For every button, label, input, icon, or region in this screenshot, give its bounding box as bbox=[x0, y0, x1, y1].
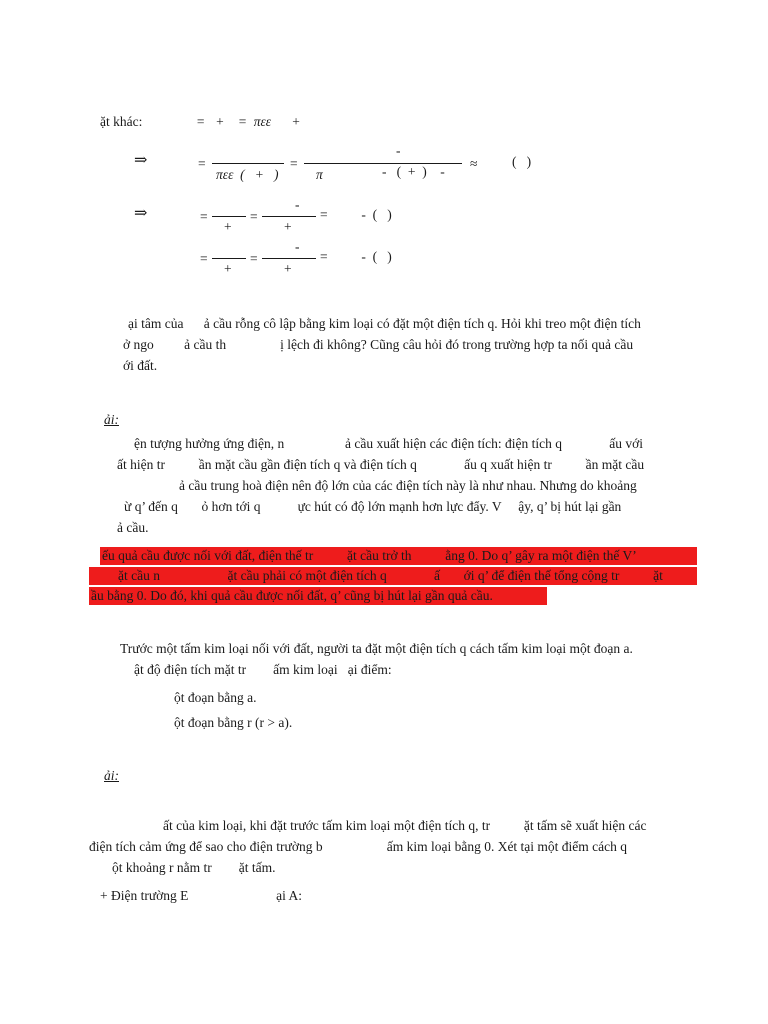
problem2-item2: ột đoạn bằng r (r > a). bbox=[174, 715, 293, 730]
eq1-body: = + = πεε + bbox=[196, 114, 301, 129]
eq4-equals-b: = bbox=[250, 251, 258, 266]
highlight-line: ầu bằng 0. Do đó, khi quả cầu được nối đất, q’ cũng bị hút lại gần quả cầu. bbox=[91, 588, 493, 603]
problem1-line3: ới đất. bbox=[123, 358, 158, 373]
highlight-line: ếu quả cầu được nối với đất, điện thế tr ặt cầu trở th ằng 0. Do q’ gây ra một điện thế V’ bbox=[102, 548, 637, 563]
eq4-denominator-b: + bbox=[284, 261, 292, 276]
eq2-equals-b: = bbox=[290, 156, 298, 171]
eq3-denominator-b: + bbox=[284, 219, 292, 234]
eq4-denominator-a: + bbox=[224, 261, 232, 276]
eq2-approx-sign: ≈ bbox=[470, 156, 478, 171]
solution2-line: ột khoảng r nằm tr ặt tấm. bbox=[112, 860, 276, 875]
solution1-heading: ải: bbox=[104, 412, 119, 427]
eq3-equals-a: = bbox=[200, 209, 208, 224]
solution1-line: ất hiện tr ần mặt cầu gần điện tích q và điện tích q ấu q xuất hiện tr ần mặt cầu bbox=[117, 457, 645, 472]
eq2-denominator-a: πεε ( + ) bbox=[216, 167, 279, 182]
eq2-denominator-c: - ( + ) - bbox=[382, 164, 445, 179]
eq1-lead: ặt khác: bbox=[100, 114, 143, 129]
solution1-line: ện tượng hưởng ứng điện, n ả cầu xuất hiện các điện tích: điện tích q ấu với bbox=[134, 436, 644, 451]
eq3-equals-b: = bbox=[250, 209, 258, 224]
problem1-line1: ại tâm của ả cầu rỗng cô lập bằng kim loại có đặt một điện tích q. Hỏi khi treo một điện tích bbox=[128, 316, 641, 331]
solution1-line: ừ q’ đến q ỏ hơn tới q ực hút có độ lớn mạnh hơn lực đẩy. V ậy, q’ bị hút lại gần bbox=[124, 499, 622, 514]
eq4-tail: = - ( ) bbox=[320, 249, 392, 264]
eq3-tail: = - ( ) bbox=[320, 207, 392, 222]
eq4-numerator-b: - bbox=[295, 239, 300, 254]
eq4-equals-a: = bbox=[200, 251, 208, 266]
eq4-fraction-bar-a bbox=[212, 258, 246, 259]
problem2-item1: ột đoạn bằng a. bbox=[174, 690, 257, 705]
eq2-fraction-bar-a bbox=[212, 163, 284, 164]
eq3-numerator-b: - bbox=[295, 197, 300, 212]
eq3-fraction-bar-b bbox=[262, 216, 316, 217]
solution2-line: điện tích cảm ứng để sao cho điện trường b ấm kim loại bằng 0. Xét tại một điểm cách q bbox=[89, 839, 628, 854]
solution2-heading: ải: bbox=[104, 768, 119, 783]
problem2-line2: ật độ điện tích mặt tr ấm kim loại ại điểm: bbox=[134, 662, 392, 677]
eq2-equals-a: = bbox=[198, 156, 206, 171]
problem1-line2: ở ngo ả cầu th ị lệch đi không? Cũng câu hỏi đó trong trường hợp ta nối quả cầu bbox=[123, 337, 634, 352]
solution2-line: ất của kim loại, khi đặt trước tấm kim loại một điện tích q, tr ặt tấm sẽ xuất hiện các bbox=[163, 818, 647, 833]
eq2-numerator-c: - bbox=[396, 143, 401, 158]
eq4-fraction-bar-b bbox=[262, 258, 316, 259]
highlight-line: ặt cầu n ặt cầu phải có một điện tích q ấ ới q’ để điện thế tổng cộng tr ặt bbox=[118, 568, 663, 583]
eq3-denominator-a: + bbox=[224, 219, 232, 234]
solution2-bullet: + Điện trường E ại A: bbox=[100, 888, 303, 903]
solution1-line: ả cầu trung hoà điện nên độ lớn của các điện tích này là như nhau. Nhưng do khoảng bbox=[179, 478, 637, 493]
solution1-line: ả cầu. bbox=[117, 520, 149, 535]
problem2-line1: Trước một tấm kim loại nối với đất, người ta đặt một điện tích q cách tấm kim loại một đoạn a. bbox=[120, 641, 633, 656]
eq2-implies-arrow: ⇒ bbox=[134, 152, 148, 169]
eq3-fraction-bar-a bbox=[212, 216, 246, 217]
eq3-implies-arrow: ⇒ bbox=[134, 205, 148, 222]
eq2-denominator-b: π bbox=[316, 167, 323, 182]
eq2-parenthesis: ( ) bbox=[512, 154, 532, 169]
